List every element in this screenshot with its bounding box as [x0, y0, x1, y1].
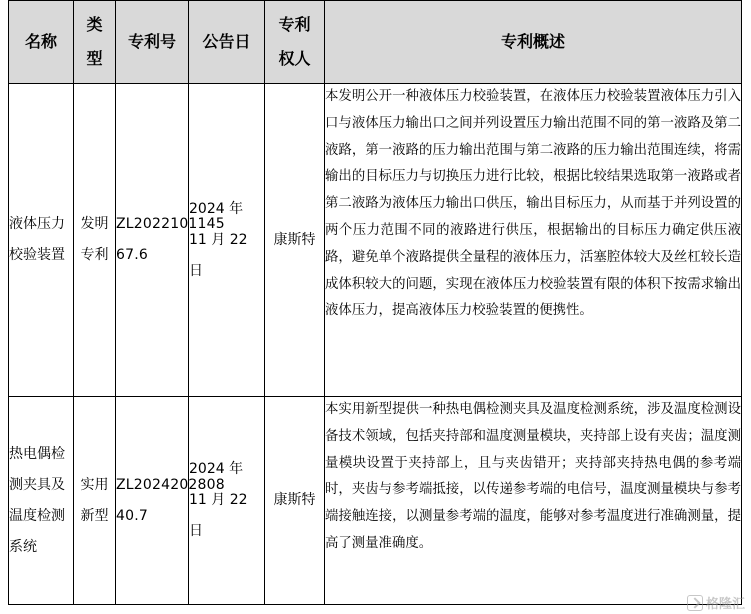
table-row [9, 397, 742, 605]
patent-number: ZL2024202808 40.7 [116, 397, 189, 605]
patent-name: 液体压力校验装置 [9, 84, 74, 397]
patent-number: ZL2022101145 67.6 [116, 84, 189, 397]
patent-name: 热电偶检测夹具及温度检测系统 [9, 397, 74, 605]
patent-table [8, 0, 742, 605]
watermark-brand: 格隆汇 [705, 597, 745, 612]
glh-logo-icon [687, 595, 703, 611]
patent-owner: 康斯特 [265, 397, 325, 605]
header-number: 专利号 [116, 1, 189, 84]
patent-owner: 康斯特 [265, 84, 325, 397]
publication-date: 2024 年 11 月 22 日 [189, 397, 265, 605]
patent-type: 发明专利 [74, 84, 116, 397]
patent-summary: 本实用新型提供一种热电偶检测夹具及温度检测系统，涉及温度检测设备技术领域，包括夹持部和温度测量模块，夹持部上设有夹齿；温度测量模块设置于夹持部上，且与夹齿错开；夹持部夹持热电偶的参考端时，夹齿与参考端抵接，以传递参考端的电信号，温度测量模块与参考端接触连接，以测量参考端的温度，能够对参考温度进行准确测量，提高了测量准确度。 [325, 397, 742, 605]
publication-date: 2024 年 11 月 22 日 [189, 84, 265, 397]
table-row [9, 84, 742, 397]
watermark [687, 593, 745, 612]
patent-summary: 本发明公开一种液体压力校验装置，在液体压力校验装置液体压力引入口与液体压力输出口之间并列设置压力输出范围不同的第一液路及第二液路，第一液路的压力输出范围与第二液路的压力输出范围连续，将需输出的目标压力与切换压力进行比较，根据比较结果选取第一液路或者第二液路为液体压力输出口供压，输出目标压力，从而基于并列设置的两个压力范围不同的液路进行供压，根据输出的目标压力确定供压液路，避免单个液路提供全量程的液体压力，活塞腔体较大及丝杠较长造成体积较大的问题，实现在液体压力校验装置有限的体积下按需求输出液体压力，提高液体压力校验装置的便携性。 [325, 84, 742, 397]
header-name: 名称 [9, 1, 74, 84]
header-summary: 专利概述 [325, 1, 742, 84]
header-owner: 专利 权人 [265, 1, 325, 84]
patent-type: 实用新型 [74, 397, 116, 605]
header-type: 类 型 [74, 1, 116, 84]
header-date: 公告日 [189, 1, 265, 84]
header-row [9, 1, 742, 84]
